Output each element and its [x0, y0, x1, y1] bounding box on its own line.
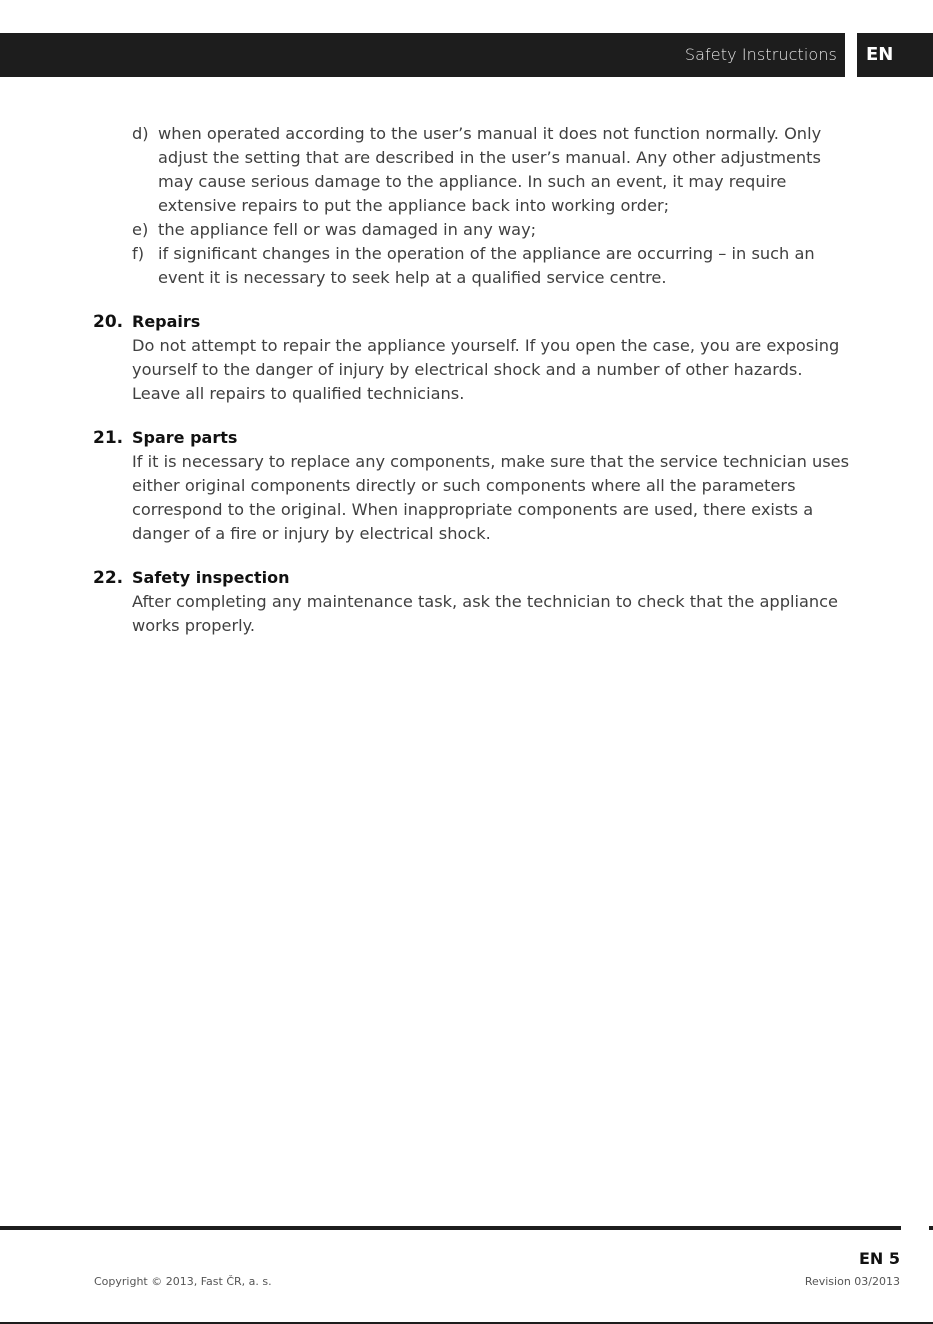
list-item-text: the appliance fell or was damaged in any way; [158, 220, 537, 239]
section-title: Safety inspection [132, 568, 290, 587]
copyright-notice: Copyright © 2013, Fast ČR, a. s. [94, 1275, 272, 1288]
section-number: 22. [93, 568, 124, 588]
list-item-text: when operated according to the user’s manual it does not function normally. Only adjust the setting that are described in the user’s manual. Any other adjustments may cause serious damage to the appliance. In such an event, it may require extensive repairs to put the appliance back into working order; [158, 124, 822, 215]
header-bar [0, 33, 845, 77]
section-body: After completing any maintenance task, ask the technician to check that the appliance works properly. [132, 592, 839, 635]
section-safety-inspection [93, 566, 853, 638]
footer-rule [0, 1226, 901, 1230]
section-body: Do not attempt to repair the appliance yourself. If you open the case, you are exposing yourself to the danger of injury by electrical shock and a number of other hazards. Leave all repairs to qualified technicians. [132, 336, 840, 403]
section-repairs [93, 310, 853, 406]
section-number: 21. [93, 428, 124, 448]
revision-label: Revision 03/2013 [804, 1275, 900, 1288]
language-label: EN [866, 44, 894, 65]
page-number: EN 5 [858, 1249, 900, 1268]
list-marker: f) [132, 244, 145, 263]
list-marker: d) [132, 124, 149, 143]
list-marker: e) [132, 220, 149, 239]
section-spare-parts [93, 426, 853, 546]
section-title: Spare parts [132, 428, 238, 447]
section-number: 20. [93, 312, 124, 332]
section-heading [93, 566, 853, 590]
section-title: Repairs [132, 312, 201, 331]
list-item [132, 218, 832, 242]
section-heading [93, 426, 853, 450]
footer-rule-tick [929, 1226, 933, 1230]
section-body: If it is necessary to replace any components, make sure that the service technician uses either original components directly or such components where all the parameters correspond to the original. When inappropriate components are used, there exists a danger of a fire or injury by electrical shock. [132, 452, 850, 543]
sub-item-list [132, 122, 832, 290]
language-tab [857, 33, 933, 77]
list-item [132, 122, 832, 218]
list-item-text: if significant changes in the operation of the appliance are occurring – in such an event it is necessary to seek help at a qualified service centre. [158, 244, 815, 287]
section-heading [93, 310, 853, 334]
header-title: Safety Instructions [684, 45, 837, 64]
list-item [132, 242, 832, 290]
